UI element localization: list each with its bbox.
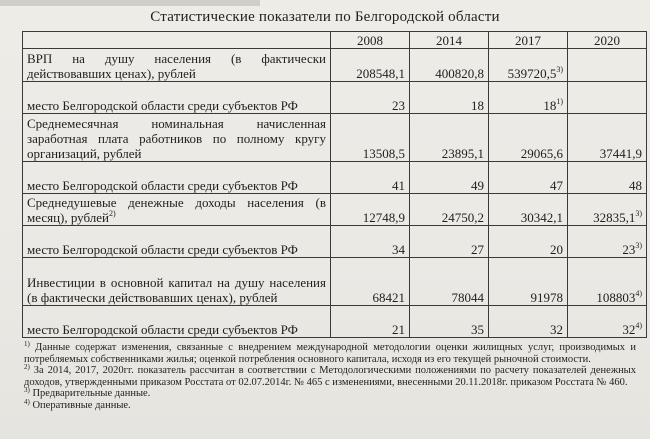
cell-value: 18 [471, 98, 484, 113]
cell-value: 24750,2 [441, 210, 484, 225]
value-cell [331, 194, 410, 226]
footnote-marker: 4) [635, 321, 642, 330]
header-year: 2020 [568, 32, 647, 49]
header-label-cell [23, 32, 331, 49]
value-cell [489, 258, 568, 306]
row-label: Среднемесячная номинальная начисленная заработная плата работников по полному кругу организаций, рублей [27, 116, 326, 161]
cell-value: 32 [622, 322, 636, 337]
cell-value: 78044 [451, 290, 484, 305]
footnote-mark: 3) [24, 386, 30, 394]
footnote [24, 365, 636, 388]
row-label: Инвестиции в основной капитал на душу населения (в фактически действовавших ценах), рублей [27, 275, 326, 305]
row-label: Среднедушевые денежные доходы населения (в месяц), рублей$^{2)}$ [27, 195, 326, 225]
value-cell [410, 162, 489, 194]
rank-label-cell [23, 306, 331, 338]
footnote-marker: 2) [109, 209, 116, 218]
table-row [23, 258, 647, 306]
row-label: место Белгородской области среди субъектов РФ [27, 242, 298, 257]
cell-value: 37441,9 [599, 146, 642, 161]
footnote [24, 342, 636, 365]
page-title: Статистические показатели по Белгородской области [150, 9, 500, 25]
value-cell [410, 258, 489, 306]
indicator-label-cell [23, 194, 331, 226]
value-cell [410, 49, 489, 82]
cell-value: 29065,6 [520, 146, 563, 161]
value-cell [489, 194, 568, 226]
value-cell [568, 114, 647, 162]
cell-value: 47 [550, 178, 563, 193]
cell-value: 13508,5 [362, 146, 405, 161]
value-cell [331, 82, 410, 114]
footnote-marker: 3) [635, 209, 642, 218]
footnote-mark: 1) [24, 340, 30, 348]
value-cell [568, 162, 647, 194]
cell-value: 30342,1 [520, 210, 563, 225]
table-row [23, 194, 647, 226]
table-row [23, 114, 647, 162]
header-year: 2014 [410, 32, 489, 49]
footnote-marker: 1) [556, 97, 563, 106]
value-cell [489, 306, 568, 338]
footnote-marker: 3) [635, 241, 642, 250]
table-row [23, 306, 647, 338]
cell-value: 68421 [372, 290, 405, 305]
cell-value: 23895,1 [441, 146, 484, 161]
cell-value: 20 [550, 242, 563, 257]
statistics-table [22, 31, 647, 338]
footnote-mark: 4) [24, 397, 30, 406]
footnote-text: Предварительные данные. [29, 388, 151, 399]
row-label: место Белгородской области среди субъектов РФ [27, 98, 298, 113]
value-cell [568, 258, 647, 306]
table-row [23, 82, 647, 114]
value-cell [331, 114, 410, 162]
value-cell [568, 49, 647, 82]
indicator-label-cell [23, 49, 331, 82]
cell-value: 21 [392, 322, 405, 337]
footnote [24, 388, 636, 400]
footnote-text: За 2014, 2017, 2020гг. показатель рассчитан в соответствии с Методологическими положениями по расчету показателей денежных доходов, утвержденными приказом Росстата от 02.07.2014г. № 465 с изменениями, внесенными 20.11.2018г. приказом Росстата № 460. [24, 365, 636, 388]
header-year: 2017 [489, 32, 568, 49]
value-cell [489, 49, 568, 82]
table-row [23, 162, 647, 194]
cell-value: 27 [471, 242, 484, 257]
cell-value: 32835,1 [593, 210, 636, 225]
cell-value: 208548,1 [356, 66, 405, 81]
value-cell [410, 114, 489, 162]
value-cell [489, 226, 568, 258]
cell-value: 41 [392, 178, 405, 193]
table-row [23, 226, 647, 258]
cell-value: 108803 [596, 290, 636, 305]
value-cell [568, 306, 647, 338]
value-cell [331, 258, 410, 306]
value-cell [489, 162, 568, 194]
value-cell [331, 162, 410, 194]
footnote-mark: 2) [24, 363, 30, 371]
cell-value: 35 [471, 322, 484, 337]
footnote-marker: 3) [556, 65, 563, 74]
footnote-text: Данные содержат изменения, связанные с внедрением международной методологии оценки жилищных услуг, производимых и потребляемых собственниками жилья; оценкой потребления основного капитала, исходя из его текущей рыночной стоимости. [24, 342, 636, 365]
row-label: место Белгородской области среди субъектов РФ [27, 178, 298, 193]
rank-label-cell [23, 226, 331, 258]
value-cell [410, 82, 489, 114]
value-cell [410, 194, 489, 226]
cell-value: 34 [392, 242, 405, 257]
cropped-previous-line [0, 0, 260, 6]
header-year: 2008 [331, 32, 410, 49]
row-label: ВРП на душу населения (в фактически действовавших ценах), рублей [27, 51, 326, 81]
cell-value: 23 [622, 242, 636, 257]
cell-value: 400820,8 [435, 66, 484, 81]
value-cell [331, 49, 410, 82]
footnote [24, 397, 636, 412]
cell-value: 32 [550, 322, 563, 337]
indicator-label-cell [23, 258, 331, 306]
value-cell [331, 226, 410, 258]
footnote-text: Оперативные данные. [29, 399, 131, 411]
cell-value: 91978 [530, 290, 563, 305]
rank-label-cell [23, 162, 331, 194]
value-cell [489, 82, 568, 114]
table-header-row [23, 32, 647, 49]
table-row [23, 49, 647, 82]
value-cell [331, 306, 410, 338]
row-label: место Белгородской области среди субъектов РФ [27, 322, 298, 337]
footnotes [24, 342, 636, 411]
indicator-label-cell [23, 114, 331, 162]
cell-value: 48 [629, 178, 642, 193]
cell-value: 49 [471, 178, 484, 193]
cell-value: 18 [543, 98, 557, 113]
cell-value: 12748,9 [362, 210, 405, 225]
value-cell [568, 82, 647, 114]
value-cell [410, 306, 489, 338]
footnote-marker: 4) [635, 289, 642, 298]
value-cell [489, 114, 568, 162]
rank-label-cell [23, 82, 331, 114]
value-cell [568, 194, 647, 226]
value-cell [410, 226, 489, 258]
cell-value: 539720,5 [507, 66, 557, 81]
value-cell [568, 226, 647, 258]
cell-value: 23 [392, 98, 405, 113]
